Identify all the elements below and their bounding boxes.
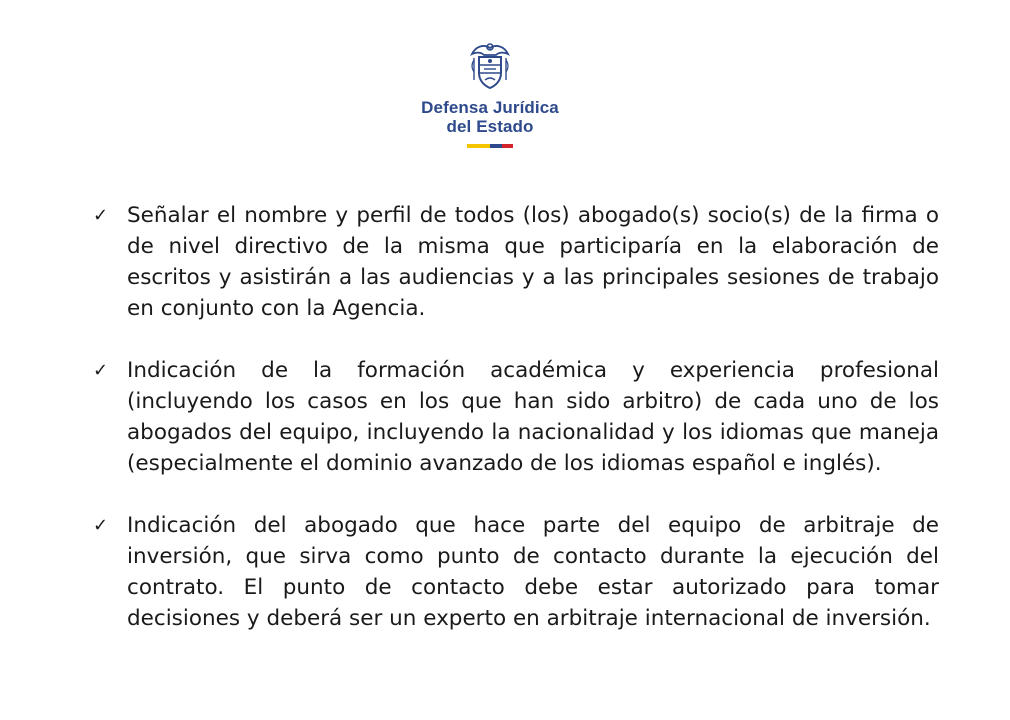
checkmark-icon: ✓	[93, 515, 109, 536]
list-item	[93, 510, 939, 634]
flag-blue-stripe	[490, 144, 502, 148]
coat-of-arms-icon	[466, 40, 514, 92]
list-item	[93, 355, 939, 479]
checkmark-icon: ✓	[93, 360, 109, 381]
list-item-text: Señalar el nombre y perfil de todos (los) abogado(s) socio(s) de la firma o de nivel directivo de la misma que participaría en la elaboración de escritos y asistirán a las audiencias y a las principales sesiones de trabajo en conjunto con la Agencia.	[127, 203, 939, 321]
list-item	[93, 200, 939, 324]
org-name-line-1: Defensa Jurídica	[421, 98, 559, 117]
list-item-text: Indicación del abogado que hace parte del equipo de arbitraje de inversión, que sirva como punto de contacto durante la ejecución del contrato. El punto de contacto debe estar autorizado para tomar decisiones y deberá ser un experto en arbitraje internacional de inversión.	[127, 513, 939, 631]
list-item-text: Indicación de la formación académica y experiencia profesional (incluyendo los casos en los que han sido arbitro) de cada uno de los abogados del equipo, incluyendo la nacionalidad y los idiomas que maneja (especialmente el dominio avanzado de los idiomas español e inglés).	[127, 358, 939, 476]
flag-yellow-stripe	[467, 144, 490, 148]
checkmark-icon: ✓	[93, 205, 109, 226]
org-name-line-2: del Estado	[446, 117, 534, 136]
flag-red-stripe	[502, 144, 514, 148]
flag-color-bar	[467, 144, 513, 148]
document-header	[0, 40, 980, 148]
requirements-list	[93, 200, 939, 665]
